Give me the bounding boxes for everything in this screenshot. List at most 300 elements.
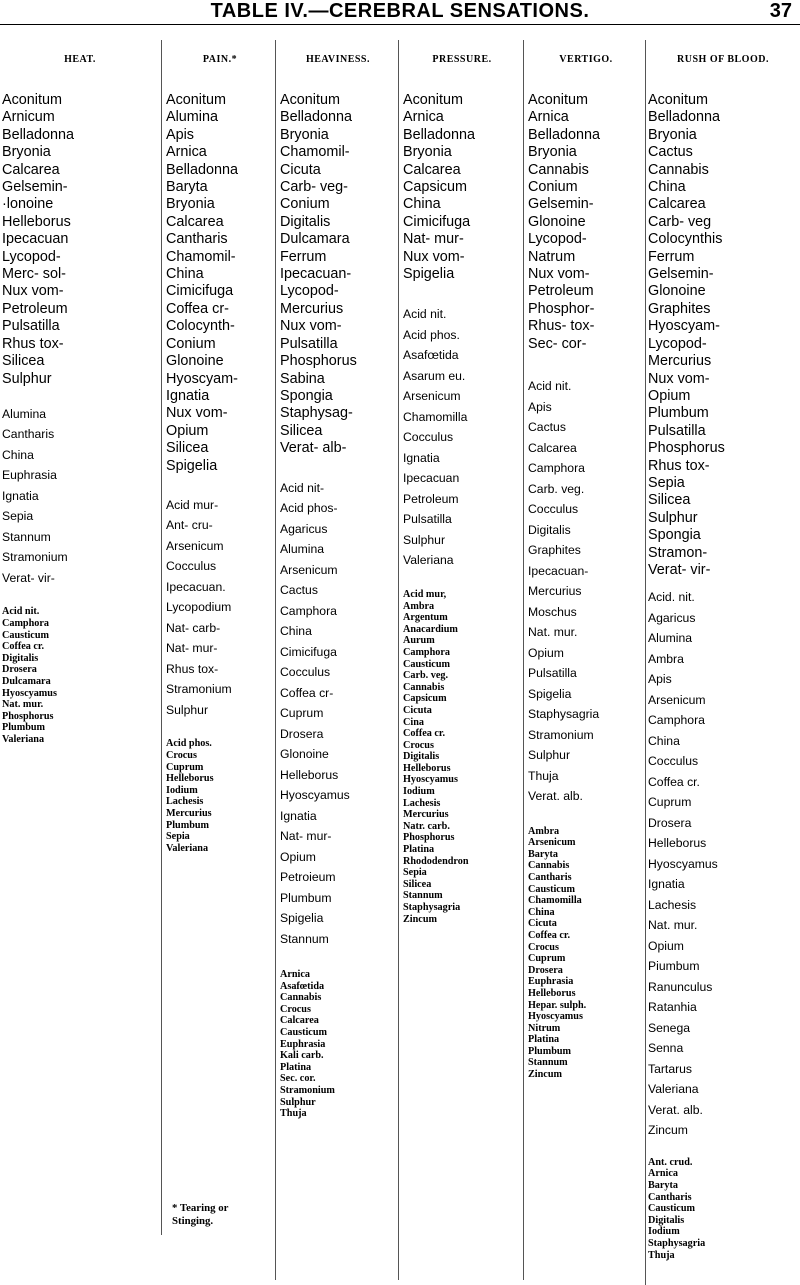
remedy-item: Cimicifuga <box>403 213 471 230</box>
remedy-group <box>648 587 798 1141</box>
remedy-item: Conium <box>280 196 330 213</box>
footnote-line: Stinging. <box>172 1214 214 1227</box>
remedy-item: Helleborus <box>648 836 707 851</box>
remedy-item: Ipecacuan. <box>166 579 226 594</box>
remedy-item: Camphora <box>403 646 450 658</box>
remedy-item: Graphites <box>528 543 581 558</box>
remedy-item: Phosphorus <box>648 440 725 457</box>
remedy-item: Cantharis <box>528 871 572 883</box>
remedy-item: Arsenicum <box>528 837 576 849</box>
column-header: PAIN.* <box>202 54 238 65</box>
remedy-item: Rhus tox- <box>166 661 219 676</box>
remedy-group <box>528 376 644 807</box>
footnote-line: * Tearing or <box>172 1202 229 1214</box>
remedy-item: Ipecacuan- <box>280 266 352 283</box>
remedy-item: Arnica <box>166 144 207 161</box>
column-heaviness <box>280 54 396 1120</box>
remedy-item: Belladonna <box>280 109 353 126</box>
remedy-item: Opium <box>280 849 316 864</box>
remedy-item: Plumbum <box>648 405 709 422</box>
remedy-item: Plumbum <box>280 890 332 905</box>
remedy-item: Belladonna <box>2 126 75 143</box>
remedy-item: Lycopod- <box>528 231 587 248</box>
remedy-item: Bryonia <box>2 144 51 161</box>
remedy-item: Chamomil- <box>166 248 236 265</box>
remedy-item: Belladonna <box>528 126 601 143</box>
remedy-item: Hyoscyamus <box>528 1011 583 1023</box>
remedy-item: Calcarea <box>280 1015 319 1027</box>
remedy-item: Staphysagria <box>528 707 600 722</box>
remedy-item: Zincum <box>528 1069 562 1081</box>
remedy-item: Arnica <box>528 109 569 126</box>
remedy-item: Aconitum <box>528 92 588 108</box>
remedy-item: Lycopodium <box>166 600 232 615</box>
remedy-item: Arsenicum <box>280 562 338 577</box>
remedy-item: Digitalis <box>403 751 440 763</box>
remedy-item: Cactus <box>280 583 318 598</box>
remedy-item: Mercurius <box>648 353 712 370</box>
remedy-item: Nat- mur- <box>403 231 464 248</box>
remedy-item: Aconitum <box>166 92 226 108</box>
remedy-item: Ant. crud. <box>648 1156 693 1168</box>
remedy-item: Hyoscyamus <box>403 774 458 786</box>
remedy-item: Aconitum <box>2 92 62 108</box>
remedy-item: Arsenicum <box>403 389 461 404</box>
remedy-item: Coffea cr. <box>403 728 446 740</box>
remedy-item: Zincum <box>648 1123 688 1138</box>
remedy-item: Camphora <box>648 713 705 728</box>
remedy-item: Chamomil- <box>280 144 350 161</box>
remedy-item: China <box>648 733 680 748</box>
remedy-item: Verat. alb. <box>648 1102 703 1117</box>
column-pain <box>166 54 274 1227</box>
remedy-item: Causticum <box>403 658 450 670</box>
remedy-item: Bryonia <box>403 144 452 161</box>
remedy-item: Natr. carb. <box>403 820 450 832</box>
remedy-item: Apis <box>528 399 552 414</box>
remedy-item: Valeriana <box>403 553 454 568</box>
remedy-item: Helleborus <box>528 987 576 999</box>
remedy-item: Agaricus <box>280 521 328 536</box>
remedy-item: Cimicifuga <box>280 644 337 659</box>
remedy-item: Nux vom- <box>2 283 64 300</box>
remedy-item: Lachesis <box>166 796 204 808</box>
remedy-item: Stramonium <box>2 550 68 565</box>
remedy-item: Baryta <box>528 848 558 860</box>
remedy-group <box>648 92 798 579</box>
remedy-item: Glonoine <box>280 747 329 762</box>
remedy-item: Nux vom- <box>280 318 342 335</box>
remedy-item: Bryonia <box>166 196 215 213</box>
remedy-item: Carb- veg- <box>280 179 348 196</box>
remedy-item: Rhus- tox- <box>528 318 595 335</box>
remedy-item: Calcarea <box>166 213 224 230</box>
remedy-item: Stramonium <box>528 727 594 742</box>
remedy-item: Cantharis <box>648 1191 692 1203</box>
remedy-item: Opium <box>648 938 684 953</box>
remedy-item: Phosphorus <box>403 832 455 844</box>
remedy-item: Hyoscyam- <box>166 370 238 387</box>
remedy-item: Platina <box>528 1034 560 1046</box>
remedy-item: Stannum <box>280 931 329 946</box>
remedy-item: Camphora <box>528 461 585 476</box>
remedy-item: Arnica <box>403 109 444 126</box>
remedy-item: Helleborus <box>2 213 71 230</box>
remedy-item: China <box>403 196 441 213</box>
remedy-item: Hyoscyamus <box>648 856 718 871</box>
remedy-group <box>280 92 396 458</box>
remedy-item: Aconitum <box>403 92 463 108</box>
remedy-item: Iodium <box>166 784 198 796</box>
remedy-item: Ambra <box>528 825 560 837</box>
remedy-item: Glonoine <box>528 213 586 230</box>
remedy-item: Cantharis <box>166 231 228 248</box>
column-divider <box>161 40 162 1235</box>
remedy-item: Sec- cor- <box>528 335 587 352</box>
remedy-item: Alumina <box>166 109 218 126</box>
remedy-item: China <box>2 447 34 462</box>
page-title: TABLE IV.—CEREBRAL SENSATIONS. <box>210 0 590 22</box>
remedy-item: Nat- carb- <box>166 620 221 635</box>
remedy-item: Alumina <box>648 631 693 646</box>
remedy-item: Ratanhia <box>648 1000 697 1015</box>
remedy-group <box>403 589 521 925</box>
remedy-item: Plumbum <box>528 1045 572 1057</box>
remedy-item: Belladonna <box>166 161 239 178</box>
remedy-item: Carb. veg. <box>528 481 585 496</box>
remedy-item: Valeriana <box>166 842 209 854</box>
remedy-item: Cannabis <box>280 992 322 1004</box>
remedy-item: Sabina <box>280 370 325 387</box>
remedy-item: Iodium <box>648 1226 680 1238</box>
remedy-item: Helleborus <box>280 767 339 782</box>
remedy-item: Ipecacuan <box>2 231 69 248</box>
remedy-item: Apis <box>648 672 672 687</box>
remedy-item: Dulcamara <box>280 231 350 248</box>
remedy-item: Chamomilla <box>528 895 582 907</box>
remedy-item: Tartarus <box>648 1061 693 1076</box>
remedy-item: Plumbum <box>2 722 46 734</box>
remedy-item: Pulsatilla <box>280 335 338 352</box>
remedy-item: Lycopod- <box>2 248 61 265</box>
remedy-item: Baryta <box>166 179 208 196</box>
remedy-item: Apis <box>166 126 194 143</box>
remedy-item: Sulphur <box>403 532 446 547</box>
remedy-item: Spigelia <box>403 266 455 283</box>
remedy-item: Pulsatilla <box>528 666 577 681</box>
remedy-item: Ambra <box>648 651 684 666</box>
remedy-item: Valeriana <box>2 733 45 745</box>
remedy-item: Stannum <box>2 529 51 544</box>
remedy-item: Nat. mur. <box>648 918 698 933</box>
remedy-item: Natrum <box>528 248 576 265</box>
remedy-item: Coffea cr- <box>280 685 334 700</box>
remedy-item: Stannum <box>528 1057 568 1069</box>
remedy-item: Petroleum <box>528 283 594 300</box>
remedy-item: Arnica <box>280 969 310 981</box>
remedy-item: Chamomilla <box>403 409 468 424</box>
remedy-item: Phosphorus <box>280 353 357 370</box>
remedy-item: Silicea <box>648 492 691 509</box>
remedy-item: Cocculus <box>648 754 699 769</box>
remedy-item: Asafœtida <box>403 348 459 363</box>
remedy-item: Capsicum <box>403 693 447 705</box>
remedy-item: Nux vom- <box>528 266 590 283</box>
remedy-item: Bryonia <box>648 126 697 143</box>
remedy-item: Stramonium <box>280 1084 335 1096</box>
remedy-item: Hyoscyamus <box>2 687 57 699</box>
remedy-item: Rhus tox- <box>2 335 64 352</box>
remedy-item: Valeriana <box>648 1082 699 1097</box>
remedy-item: Ignatia <box>648 877 685 892</box>
remedy-item: Lycopod- <box>648 335 707 352</box>
remedy-item: Arnica <box>648 1168 678 1180</box>
remedy-item: Digitalis <box>648 1214 685 1226</box>
remedy-item: Ant- cru- <box>166 518 213 533</box>
remedy-item: Ferrum <box>280 248 327 265</box>
remedy-item: Nux vom- <box>166 405 228 422</box>
remedy-item: Cannabis <box>528 860 570 872</box>
remedy-item: China <box>528 906 555 918</box>
remedy-group <box>166 92 274 475</box>
remedy-item: Anacardium <box>403 623 458 635</box>
remedy-item: Euphrasia <box>280 1038 326 1050</box>
remedy-item: Cannabis <box>528 161 589 178</box>
remedy-item: Stramonium <box>166 682 232 697</box>
remedy-item: Coffea cr. <box>2 641 45 653</box>
remedy-item: Thuja <box>280 1108 307 1120</box>
remedy-item: Acid nit. <box>2 606 40 618</box>
remedy-item: Spigelia <box>166 457 218 474</box>
remedy-item: Gelsemin- <box>648 266 714 283</box>
remedy-item: Sepia <box>403 867 427 879</box>
remedy-item: Causticum <box>648 1203 695 1215</box>
remedy-item: Mercurius <box>528 584 582 599</box>
remedy-item: Rhododendron <box>403 855 469 867</box>
remedy-item: Spigelia <box>280 911 324 926</box>
remedy-item: Staphysagria <box>648 1238 706 1250</box>
remedy-item: Cuprum <box>280 706 324 721</box>
column-header: PRESSURE. <box>432 54 492 65</box>
remedy-group <box>2 92 158 388</box>
remedy-item: Hyoscyam- <box>648 318 720 335</box>
remedy-item: Asafœtida <box>280 980 325 992</box>
remedy-item: Sulphur <box>2 370 52 387</box>
remedy-item: Nat- mur- <box>166 641 218 656</box>
remedy-item: Capsicum <box>403 179 467 196</box>
remedy-item: Baryta <box>648 1180 678 1192</box>
remedy-item: Piumbum <box>648 959 700 974</box>
remedy-item: Cocculus <box>166 559 217 574</box>
remedy-item: Cantharis <box>2 427 55 442</box>
page-header <box>0 0 800 22</box>
remedy-item: Dulcamara <box>2 675 51 687</box>
remedy-item: Phosphor- <box>528 300 595 317</box>
column-header: VERTIGO. <box>559 54 613 65</box>
remedy-item: Calcarea <box>2 161 60 178</box>
remedy-item: Verat- vir- <box>2 570 55 585</box>
remedy-item: Verat. alb. <box>528 789 583 804</box>
remedy-item: China <box>280 624 312 639</box>
remedy-item: Staphysag- <box>280 405 353 422</box>
remedy-item: Belladonna <box>648 109 721 126</box>
remedy-item: Aconitum <box>280 92 340 108</box>
remedy-item: Pulsatilla <box>403 512 452 527</box>
remedy-item: Bryonia <box>528 144 577 161</box>
remedy-item: Nux vom- <box>648 370 710 387</box>
remedy-item: Belladonna <box>403 126 476 143</box>
remedy-item: Camphora <box>2 618 49 629</box>
remedy-group <box>2 404 158 589</box>
remedy-item: Acid phos. <box>403 327 460 342</box>
remedy-item: Ipecacuan <box>403 471 460 486</box>
remedy-item: Ignatia <box>403 450 440 465</box>
remedy-group <box>528 826 644 1081</box>
remedy-item: Senega <box>648 1020 691 1035</box>
remedy-item: Platina <box>280 1061 312 1073</box>
remedy-item: Nat- mur- <box>280 829 332 844</box>
column-divider <box>523 40 524 1280</box>
remedy-group <box>403 304 521 571</box>
remedy-item: Carb. veg. <box>403 670 448 682</box>
remedy-item: Aurum <box>403 635 435 647</box>
remedy-item: Digitalis <box>528 522 571 537</box>
remedy-item: Plumbum <box>166 819 210 831</box>
remedy-item: Euphrasia <box>2 468 57 483</box>
remedy-item: Cannabis <box>648 161 709 178</box>
remedy-item: Cocculus <box>403 430 454 445</box>
remedy-item: Calcarea <box>648 196 706 213</box>
remedy-item: Silicea <box>403 878 432 890</box>
remedy-item: Crocus <box>166 750 197 762</box>
remedy-item: Digitalis <box>280 213 331 230</box>
column-pressure <box>403 54 521 925</box>
remedy-item: China <box>166 266 204 283</box>
remedy-item: Cannabis <box>403 681 445 693</box>
column-divider <box>275 40 276 1280</box>
remedy-item: Sulphur <box>280 1096 316 1108</box>
remedy-item: Spongia <box>280 387 333 404</box>
remedy-item: Arsenicum <box>648 692 706 707</box>
remedy-item: Cocculus <box>528 502 579 517</box>
column-header: HEAVINESS. <box>305 54 370 65</box>
remedy-item: Verat- alb- <box>280 440 347 457</box>
header-rule <box>0 24 800 25</box>
remedy-item: Lachesis <box>403 797 441 809</box>
remedy-item: Petroleum <box>2 300 68 317</box>
remedy-item: Phosphorus <box>2 710 54 722</box>
remedy-item: Camphora <box>280 603 337 618</box>
remedy-group <box>648 1157 798 1261</box>
column-vertigo <box>528 54 644 1081</box>
remedy-item: Cina <box>403 716 424 728</box>
remedy-item: Sepia <box>648 474 685 491</box>
remedy-item: Mercurius <box>166 808 212 819</box>
remedy-item: Ignatia <box>280 808 317 823</box>
remedy-item: Cuprum <box>528 953 566 965</box>
remedy-item: Ignatia <box>166 387 210 404</box>
remedy-item: Helleborus <box>166 773 214 785</box>
column-heat <box>2 54 158 746</box>
remedy-item: Nat. mur. <box>2 699 44 711</box>
remedy-item: Calcarea <box>403 161 461 178</box>
remedy-item: Nux vom- <box>403 248 465 265</box>
remedy-item: Gelsemin- <box>2 179 68 196</box>
remedy-item: Cuprum <box>648 795 692 810</box>
remedy-item: Thuja <box>648 1249 675 1261</box>
remedy-item: Cimicifuga <box>166 283 234 300</box>
remedy-item: Mercurius <box>280 300 344 317</box>
remedy-item: Zincum <box>403 913 437 925</box>
remedy-item: Bryonia <box>280 126 329 143</box>
remedy-item: Nitrum <box>528 1022 561 1034</box>
remedy-item: Lachesis <box>648 897 697 912</box>
remedy-item: ·lonoine <box>2 196 54 213</box>
remedy-group <box>2 606 158 745</box>
remedy-item: Cactus <box>528 420 566 435</box>
remedy-item: Ignatia <box>2 488 39 503</box>
remedy-item: Stannum <box>403 890 443 902</box>
remedy-item: Acid nit. <box>528 379 572 394</box>
remedy-item: Gelsemin- <box>528 196 594 213</box>
remedy-item: Lycopod- <box>280 283 339 300</box>
remedy-item: Sulphur <box>648 509 698 526</box>
remedy-item: Ipecacuan- <box>528 563 589 578</box>
remedy-item: Crocus <box>403 739 434 751</box>
remedy-item: Cactus <box>648 144 693 161</box>
remedy-item: Spigelia <box>528 686 572 701</box>
remedy-item: Crocus <box>280 1003 311 1015</box>
page-number: 37 <box>769 0 792 22</box>
column-divider <box>398 40 399 1280</box>
remedy-item: Opium <box>166 422 209 439</box>
remedy-item: Staphysagria <box>403 902 461 913</box>
remedy-item: Cuprum <box>166 761 204 773</box>
remedy-item: Silicea <box>2 353 45 370</box>
remedy-item: Opium <box>648 387 691 404</box>
remedy-item: Pulsatilla <box>648 422 706 439</box>
remedy-item: Moschus <box>528 604 577 619</box>
remedy-item: Carb- veg <box>648 213 712 230</box>
remedy-item: Agaricus <box>648 610 696 625</box>
remedy-item: Acid phos. <box>166 738 212 750</box>
remedy-item: Cicuta <box>403 704 432 716</box>
remedy-item: Cocculus <box>280 665 331 680</box>
remedy-item: Sulphur <box>528 748 571 763</box>
remedy-group <box>403 92 521 283</box>
remedy-item: Ferrum <box>648 248 695 265</box>
remedy-item: Merc- sol- <box>2 266 66 283</box>
remedy-item: Nat. mur. <box>528 625 578 640</box>
remedy-group <box>166 738 274 854</box>
remedy-item: Senna <box>648 1041 684 1056</box>
remedy-item: Sulphur <box>166 702 209 717</box>
remedy-item: Conium <box>166 335 216 352</box>
remedy-item: Sepia <box>166 831 190 843</box>
remedy-item: Alumina <box>2 406 47 421</box>
remedy-item: Sepia <box>2 509 34 524</box>
remedy-group <box>280 478 396 950</box>
remedy-item: Rhus tox- <box>648 457 710 474</box>
remedy-item: Stramon- <box>648 544 708 561</box>
remedy-item: Asarum eu. <box>403 368 466 383</box>
remedy-item: Glonoine <box>166 353 224 370</box>
remedy-item: Alumina <box>280 542 325 557</box>
remedy-item: Acid. nit. <box>648 590 695 605</box>
remedy-group <box>280 969 396 1120</box>
remedy-item: Digitalis <box>2 652 39 664</box>
remedy-item: China <box>648 179 686 196</box>
